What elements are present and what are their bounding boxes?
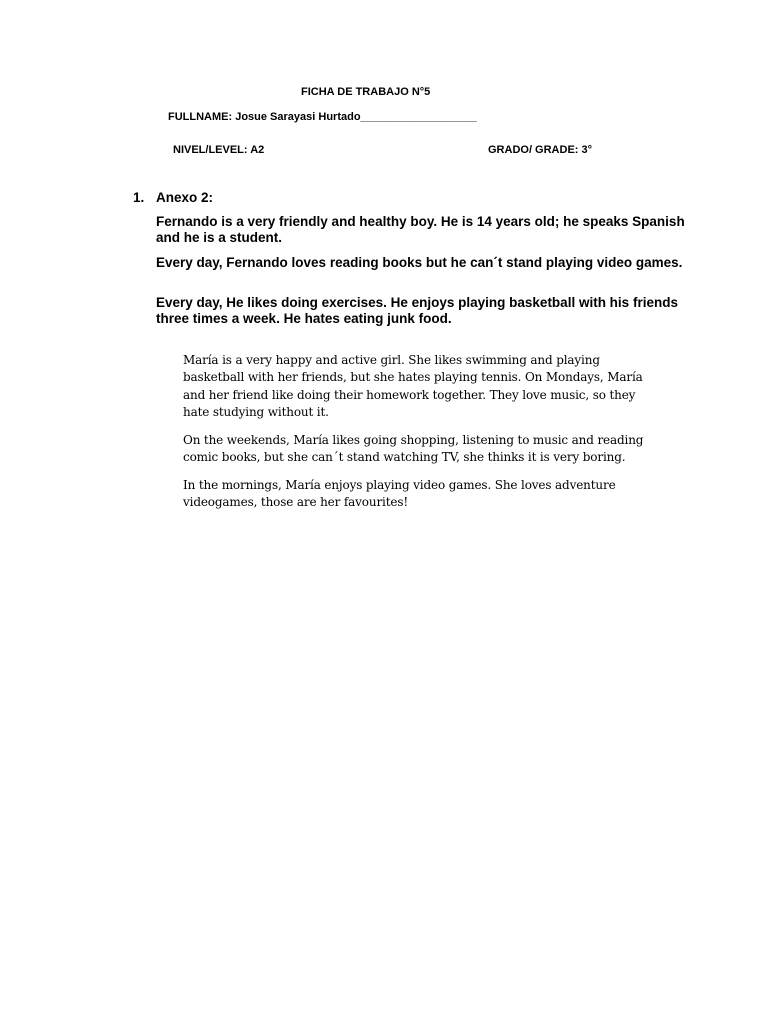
fernando-paragraph-2: Every day, Fernando loves reading books but he can´t stand playing video games. (156, 255, 683, 270)
maria-paragraph-1: María is a very happy and active girl. She likes swimming and playing basketball with her friends, but she hates playing tennis. On Mondays, María and her friend like doing their homework together. They love music, so they hate studying without it. (183, 353, 643, 419)
level-field: NIVEL/LEVEL: A2 (173, 144, 265, 156)
section-title: Anexo 2: (156, 190, 214, 205)
fullname-field: FULLNAME: Josue Sarayasi Hurtado___________________ (168, 111, 477, 123)
section-number: 1. (133, 190, 145, 205)
worksheet-title: FICHA DE TRABAJO N°5 (301, 86, 431, 98)
maria-paragraph-2: On the weekends, María likes going shopping, listening to music and reading comic books, but she can´t stand watching TV, she thinks it is very boring. (183, 433, 644, 465)
maria-paragraph-3: In the mornings, María enjoys playing video games. She loves adventure videogames, those are her favourites! (183, 478, 616, 510)
fernando-paragraph-3: Every day, He likes doing exercises. He enjoys playing basketball with his friends three times a week. He hates eating junk food. (156, 295, 678, 326)
fernando-paragraph-1: Fernando is a very friendly and healthy boy. He is 14 years old; he speaks Spanish and he is a student. (156, 214, 685, 245)
grade-field: GRADO/ GRADE: 3° (488, 144, 593, 156)
